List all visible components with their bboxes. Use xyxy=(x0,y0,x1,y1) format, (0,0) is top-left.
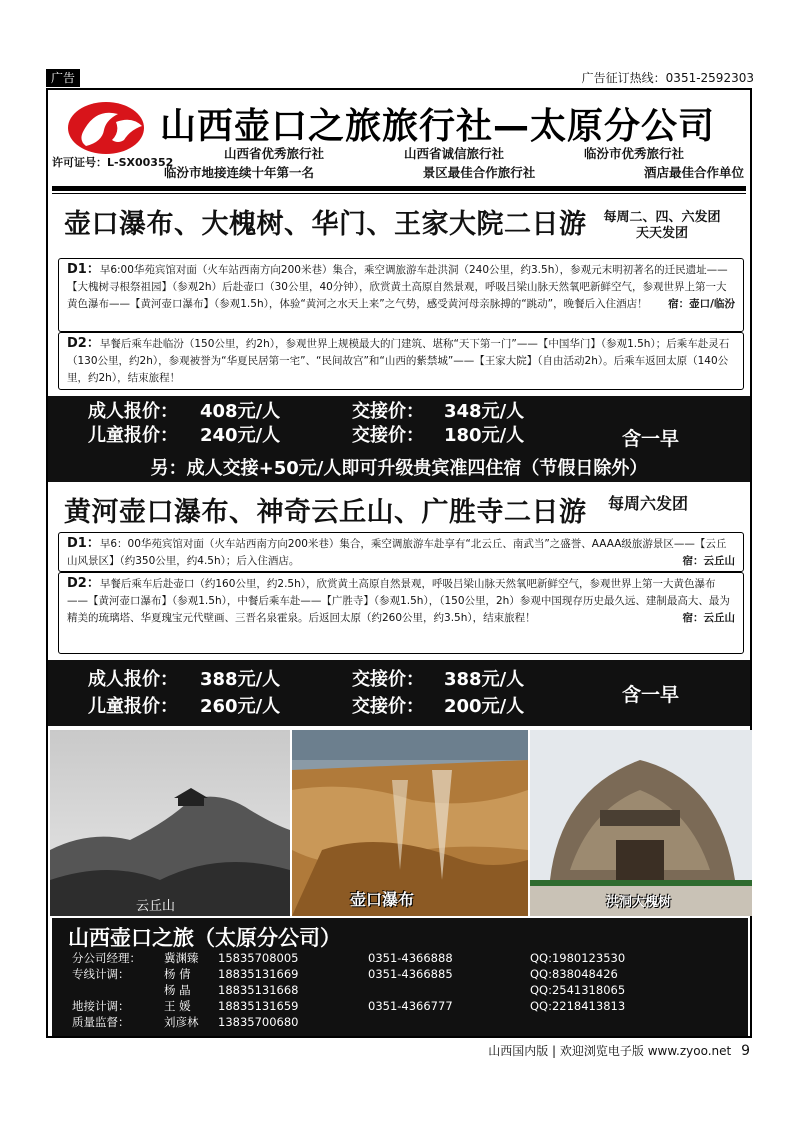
price-label: 交接价： xyxy=(352,401,424,422)
contact-mobile: 18835131668 xyxy=(218,983,299,997)
price-label: 儿童报价： xyxy=(88,425,178,446)
day-itinerary: 早餐后乘车赴临汾（150公里，约2h），参观世界上规模最大的门建筑、堪称“天下第一门”——【中国华门】（参观1.5h）；后乘车赴灵石（130公里，约2h），参观被誉为“华夏民居第一宅”、“民间故宫”和“山西的紫禁城”——【王家大院】（自由活动2h）。后乘车返回太原（140公里，约2h），结束旅程！ xyxy=(67,338,730,384)
photo-caption: 云丘山 xyxy=(136,899,176,914)
route2-price-grid xyxy=(88,666,524,720)
route2-day1 xyxy=(58,532,744,572)
adult-price: 388元/人 xyxy=(200,669,281,690)
child-price: 260元/人 xyxy=(200,696,281,717)
price-label: 儿童报价： xyxy=(88,696,178,717)
route2-day2 xyxy=(58,572,744,654)
company-honors xyxy=(164,144,744,182)
contact-role: 分公司经理： xyxy=(72,951,141,965)
page-footer xyxy=(488,1042,750,1059)
ad-tag: 广告 xyxy=(46,69,80,87)
price-label: 成人报价： xyxy=(88,669,178,690)
contact-qq: QQ:2218413813 xyxy=(530,999,626,1013)
day-label: D2： xyxy=(67,576,100,591)
contact-mobile: 13835700680 xyxy=(218,1015,299,1029)
honor-item: 山西省优秀旅行社 xyxy=(223,146,324,161)
contact-mobile: 15835708005 xyxy=(218,951,299,965)
contact-mobile: 18835131659 xyxy=(218,999,299,1013)
price-label: 交接价： xyxy=(352,669,424,690)
route1-title: 壶口瀑布、大槐树、华门、王家大院二日游 xyxy=(64,209,587,240)
day-stay: 宿：壶口/临汾 xyxy=(668,298,735,310)
honor-item: 临汾市地接连续十年第一名 xyxy=(164,165,315,180)
price-label: 交接价： xyxy=(352,696,424,717)
honor-item: 景区最佳合作旅行社 xyxy=(422,165,536,180)
price-label: 交接价： xyxy=(352,425,424,446)
child-transfer-price: 180元/人 xyxy=(444,425,525,446)
route1-departs: 每周二、四、六发团 天天发团 xyxy=(603,210,721,241)
price-label: 成人报价： xyxy=(88,401,178,422)
honor-item: 山西省诚信旅行社 xyxy=(403,146,504,161)
contact-phone: 0351-4366885 xyxy=(368,967,453,981)
route1-price-grid xyxy=(88,400,524,448)
adult-transfer-price: 388元/人 xyxy=(444,669,525,690)
company-name: 山西壶口之旅旅行社—太原分公司 xyxy=(160,106,716,147)
contact-name: 杨 倩 xyxy=(164,967,191,981)
route2-breakfast: 含一早 xyxy=(622,684,680,706)
route1-price-band xyxy=(48,396,750,482)
photo-yunqiu-mountain xyxy=(50,730,290,916)
contact-phone: 0351-4366777 xyxy=(368,999,453,1013)
contact-mobile: 18835131669 xyxy=(218,967,299,981)
day-itinerary: 早6:00华苑宾馆对面（火车站西南方向200米巷）集合，乘空调旅游车赴洪洞（240公里，约3.5h），参观元末明初著名的迁民遗址——【大槐树寻根祭祖园】（参观2h）后赴壶口（30公里，40分钟），欣赏黄土高原自然景观，呼吸吕梁山脉天然氧吧新鲜空气，参观世界上第一大黄色瀑布——【黄河壶口瀑布】（参观1.5h），体验“黄河之水天上来”之气势，感受黄河母亲脉搏的“跳动”，晚餐后入住酒店！ xyxy=(67,264,728,310)
contact-qq: QQ:838048426 xyxy=(530,967,618,981)
day-label: D1： xyxy=(67,536,100,551)
day-label: D2： xyxy=(67,336,100,351)
day-itinerary: 早餐后乘车后赴壶口（约160公里，约2.5h），欣赏黄土高原自然景观，呼吸吕梁山脉天然氧吧新鲜空气，参观世界上第一大黄色瀑布——【黄河壶口瀑布】（参观1.5h），中餐后乘车赴——【广胜寺】（参观1.5h），（150公里，2h）参观中国现存历史最久远、建制最高大、最为精美的琉璃塔、华夏瑰宝元代壁画、三晋名泉霍泉。后返回太原（约260公里，约3.5h），结束旅程！ xyxy=(67,578,730,624)
contact-name: 杨 晶 xyxy=(164,983,191,997)
contact-role: 专线计调： xyxy=(72,967,130,981)
photo-hukou-waterfall xyxy=(292,730,528,916)
company-logo-icon xyxy=(66,100,156,156)
route1-breakfast: 含一早 xyxy=(622,428,680,450)
contact-qq: QQ:1980123530 xyxy=(530,951,626,965)
license-number: 许可证号：L-SX00352 xyxy=(52,156,174,169)
contact-name: 刘彦林 xyxy=(164,1015,199,1029)
ad-hotline: 广告征订热线：0351-2592303 xyxy=(581,71,754,85)
day-stay: 宿：云丘山 xyxy=(682,612,735,624)
route1-day2 xyxy=(58,332,744,390)
day-stay: 宿：云丘山 xyxy=(682,555,735,567)
contact-title: 山西壶口之旅（太原分公司） xyxy=(68,926,341,950)
day-itinerary: 早6：00华苑宾馆对面（火车站西南方向200米巷）集合，乘空调旅游车赴享有“北云丘、南武当”之盛誉、AAAA级旅游景区——【云丘山风景区】（约350公里，约4.5h）；后入住酒店。 xyxy=(67,538,727,567)
adult-price: 408元/人 xyxy=(200,401,281,422)
page-number: 9 xyxy=(741,1043,750,1059)
contact-name: 王 媛 xyxy=(164,999,191,1013)
route2-title: 黄河壶口瀑布、神奇云丘山、广胜寺二日游 xyxy=(64,497,587,528)
route1-upgrade: 另：成人交接+50元/人即可升级贵宾准四住宿（节假日除外） xyxy=(150,458,648,479)
child-transfer-price: 200元/人 xyxy=(444,696,525,717)
adult-transfer-price: 348元/人 xyxy=(444,401,525,422)
honor-item: 临汾市优秀旅行社 xyxy=(583,146,684,161)
divider xyxy=(52,193,746,194)
honor-item: 酒店最佳合作单位 xyxy=(643,165,744,180)
contact-panel xyxy=(52,918,748,1036)
contact-phone: 0351-4366888 xyxy=(368,951,453,965)
top-bar xyxy=(46,69,754,87)
footer-text: 山西国内版 | 欢迎浏览电子版 www.zyoo.net xyxy=(488,1044,732,1058)
child-price: 240元/人 xyxy=(200,425,281,446)
route2-departs: 每周六发团 xyxy=(608,494,689,513)
contact-role: 地接计调： xyxy=(72,999,130,1013)
photo-hongdong-big-locust-tree xyxy=(530,730,752,916)
route1-day1 xyxy=(58,258,744,332)
divider xyxy=(52,186,746,191)
route2-price-band xyxy=(48,660,750,726)
contact-name: 冀渊臻 xyxy=(164,951,199,965)
photo-caption: 壶口瀑布 xyxy=(350,890,415,909)
photo-caption: 洪洞大槐树 xyxy=(606,895,672,910)
day-label: D1： xyxy=(67,262,100,277)
contact-role: 质量监督： xyxy=(72,1015,130,1029)
contact-qq: QQ:2541318065 xyxy=(530,983,626,997)
